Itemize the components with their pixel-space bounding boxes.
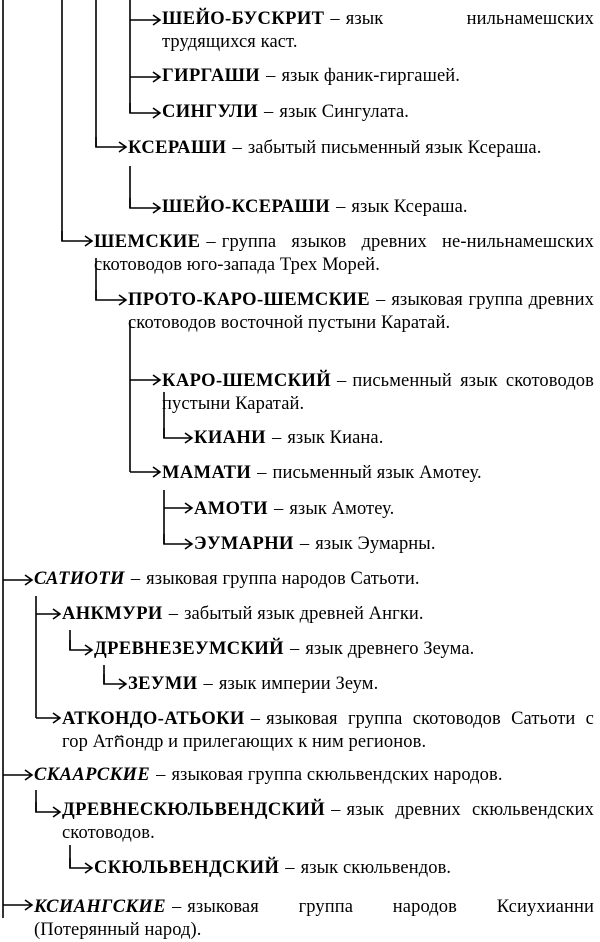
term: САТИОТИ (34, 569, 125, 589)
entry-girgashi (162, 65, 594, 88)
entry-sheyo-buskrit (162, 8, 594, 54)
dash: – (375, 290, 386, 310)
branch-arrow (130, 375, 160, 385)
entry-skaarskie (34, 764, 594, 787)
term: АМОТИ (194, 499, 268, 519)
dash: – (257, 463, 267, 483)
branch-arrow (164, 534, 192, 549)
description: группа языков древних не-нильнамешских скотоводов юго-запада Трех Морей. (94, 232, 594, 275)
entry-proto-karo-shemskie (128, 289, 594, 335)
term: ШЕМСКИЕ (94, 232, 201, 252)
description: языковая группа народов Ксиухианни (Потерянный народ). (34, 897, 594, 940)
description: языковая группа скотоводов Сатьоти с гор Атកондр и прилегающих к ним регионов. (62, 709, 594, 752)
branch-arrow (130, 103, 160, 118)
description: письменный язык Амотеу. (272, 463, 482, 483)
description: язык древнего Зеума. (305, 639, 475, 659)
dash: – (232, 138, 242, 158)
branch-arrow (130, 198, 160, 213)
term: ГИРГАШИ (162, 66, 261, 86)
branch-arrow (3, 770, 32, 780)
entry-atkondo-atyoki (62, 708, 594, 754)
description: язык древних скюльвендских скотоводов. (62, 800, 594, 843)
branch-arrow (3, 575, 32, 585)
description: язык Ксераша. (351, 197, 468, 217)
term: СКЮЛЬВЕНДСКИЙ (94, 858, 280, 878)
entry-shemskie (94, 231, 594, 277)
term: КСЕРАШИ (128, 138, 227, 158)
branch-arrow (104, 674, 126, 689)
dash: – (206, 232, 216, 252)
entry-skyulvendsky (94, 857, 594, 880)
description: языковая группа скюльвендских народов. (171, 765, 503, 785)
dash: – (264, 102, 274, 122)
term: АНКМУРИ (62, 604, 163, 624)
description: язык нильнамешских трудящихся каст. (162, 9, 594, 52)
dash: – (273, 499, 284, 519)
dash: – (330, 9, 340, 29)
description: язык империи Зеум. (218, 674, 379, 694)
dash: – (299, 534, 310, 554)
dash: – (203, 674, 213, 694)
description: язык Киана. (287, 428, 384, 448)
entry-kserashi (128, 137, 594, 160)
branch-arrow (130, 15, 160, 25)
branch-arrow (36, 802, 60, 817)
term: ШЕЙО-БУСКРИТ (162, 9, 325, 29)
branch-arrow (36, 713, 60, 723)
description: забытый язык древней Ангки. (184, 604, 424, 624)
dash: – (130, 569, 141, 589)
term: ЭУМАРНИ (194, 534, 294, 554)
term: КСИАНГСКИЕ (34, 897, 166, 917)
branch-arrow (3, 900, 32, 910)
term: ЗЕУМИ (128, 674, 198, 694)
term: АТКОНДО-АТЬОКИ (62, 709, 245, 729)
term: ПРОТО-КАРО-ШЕМСКИЕ (128, 290, 370, 310)
entry-drevnezeumsky (94, 638, 594, 661)
dash: – (171, 897, 182, 917)
entry-eumarni (194, 533, 594, 556)
dash: – (168, 604, 179, 624)
branch-arrow (96, 137, 126, 152)
dash: – (156, 765, 166, 785)
description: язык фаник-гиргашей. (281, 66, 460, 86)
dash: – (271, 428, 282, 448)
term: ДРЕВНЕЗЕУМСКИЙ (94, 639, 284, 659)
term: МАМАТИ (162, 463, 252, 483)
description: забытый письменный язык Ксераша. (247, 138, 542, 158)
branch-arrow (164, 503, 192, 513)
branch-arrow (130, 72, 160, 82)
entry-ankmuri (62, 603, 594, 626)
entry-kiani (194, 427, 594, 450)
entry-ksiangskie (34, 896, 594, 942)
branch-arrow (70, 858, 92, 873)
dash: – (337, 371, 347, 391)
term: СИНГУЛИ (162, 102, 259, 122)
description: язык Сингулата. (279, 102, 410, 122)
entry-karo-shemsky (162, 370, 594, 416)
branch-arrow (36, 609, 60, 619)
branch-arrow (96, 290, 126, 305)
entry-drevneskyulvendsky (62, 799, 594, 845)
branch-arrow (130, 467, 160, 477)
dash: – (336, 197, 346, 217)
description: язык Амотеу. (289, 499, 395, 519)
term: СКААРСКИЕ (34, 765, 151, 785)
dash: – (250, 709, 261, 729)
dash: – (285, 858, 295, 878)
branch-arrow (70, 640, 92, 655)
description: письменный язык скотоводов пустыни Каратай. (162, 371, 594, 414)
dash: – (266, 66, 276, 86)
term: КАРО-ШЕМСКИЙ (162, 371, 331, 391)
branch-arrow (164, 428, 192, 443)
branch-arrow (62, 231, 92, 246)
entry-singuli (162, 101, 594, 124)
entry-zeumi (128, 673, 594, 696)
description: языковая группа народов Сатьоти. (146, 569, 420, 589)
dash: – (331, 800, 341, 820)
description: языковая группа древних скотоводов восточной пустыни Каратай. (128, 290, 594, 333)
dash: – (289, 639, 300, 659)
entry-mamati (162, 462, 594, 485)
description: язык скюльвендов. (300, 858, 452, 878)
term: КИАНИ (194, 428, 266, 448)
term: ШЕЙО-КСЕРАШИ (162, 197, 331, 217)
term: ДРЕВНЕСКЮЛЬВЕНДСКИЙ (62, 800, 326, 820)
entry-sheyo-kserashi (162, 196, 594, 219)
entry-satioti (34, 568, 594, 591)
description: язык Эумарны. (315, 534, 436, 554)
entry-amoti (194, 498, 594, 521)
